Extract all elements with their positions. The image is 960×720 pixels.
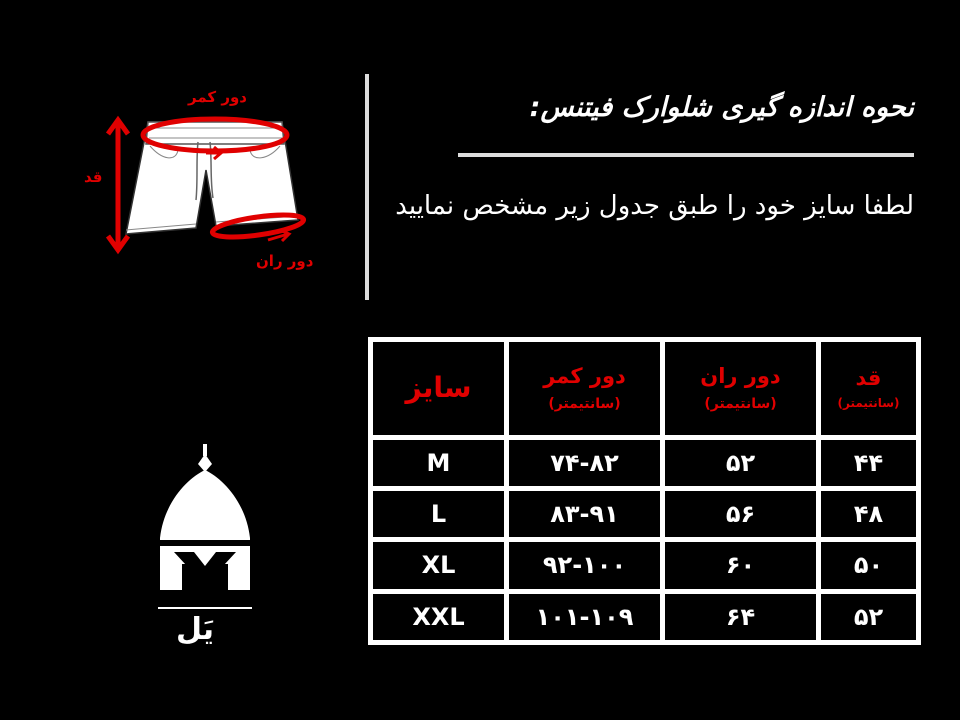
- header-label: دور ران: [700, 364, 781, 389]
- table-row: [371, 437, 919, 488]
- header-thigh: [663, 340, 819, 438]
- header-unit: (سانتیمتر): [837, 396, 900, 411]
- cell-thigh: ۶۰: [663, 540, 819, 591]
- header-waist: [507, 340, 663, 438]
- table-row: [371, 591, 919, 642]
- cell-waist: ۸۳-۹۱: [507, 488, 663, 539]
- waist-label: دور کمر: [188, 88, 247, 106]
- shorts-icon: [80, 80, 320, 280]
- cell-length: ۴۸: [819, 488, 919, 539]
- header-size: [371, 340, 507, 438]
- header-length: [819, 340, 919, 438]
- table-header-row: [371, 340, 919, 438]
- size-table: [368, 337, 921, 645]
- header-label: سایز: [405, 371, 472, 405]
- thigh-label: دور ران: [256, 252, 314, 270]
- vertical-divider: [365, 74, 369, 300]
- instruction-text: لطفا سایز خود را طبق جدول زیر مشخص نمایید: [395, 191, 914, 221]
- cell-thigh: ۵۶: [663, 488, 819, 539]
- table-row: [371, 540, 919, 591]
- header-label: دور کمر: [543, 364, 626, 389]
- brand-logo: [150, 442, 260, 652]
- cell-length: ۵۰: [819, 540, 919, 591]
- cell-waist: ۷۴-۸۲: [507, 437, 663, 488]
- cell-waist: ۱۰۱-۱۰۹: [507, 591, 663, 642]
- header-label: قد: [855, 365, 882, 390]
- cell-size: XXL: [371, 591, 507, 642]
- cell-thigh: ۶۴: [663, 591, 819, 642]
- horizontal-divider: [458, 153, 914, 157]
- header-unit: (سانتیمتر): [704, 395, 777, 412]
- shorts-diagram: [80, 80, 320, 280]
- cell-length: ۴۴: [819, 437, 919, 488]
- cell-thigh: ۵۲: [663, 437, 819, 488]
- cell-size: XL: [371, 540, 507, 591]
- height-label: قد: [84, 168, 103, 186]
- cell-length: ۵۲: [819, 591, 919, 642]
- header-unit: (سانتیمتر): [548, 395, 621, 412]
- table-row: [371, 488, 919, 539]
- page-title: نحوه اندازه گیری شلوارک فیتنس:: [529, 92, 914, 123]
- cell-size: L: [371, 488, 507, 539]
- cell-size: M: [371, 437, 507, 488]
- logo-text: یَل: [176, 612, 215, 647]
- cell-waist: ۹۲-۱۰۰: [507, 540, 663, 591]
